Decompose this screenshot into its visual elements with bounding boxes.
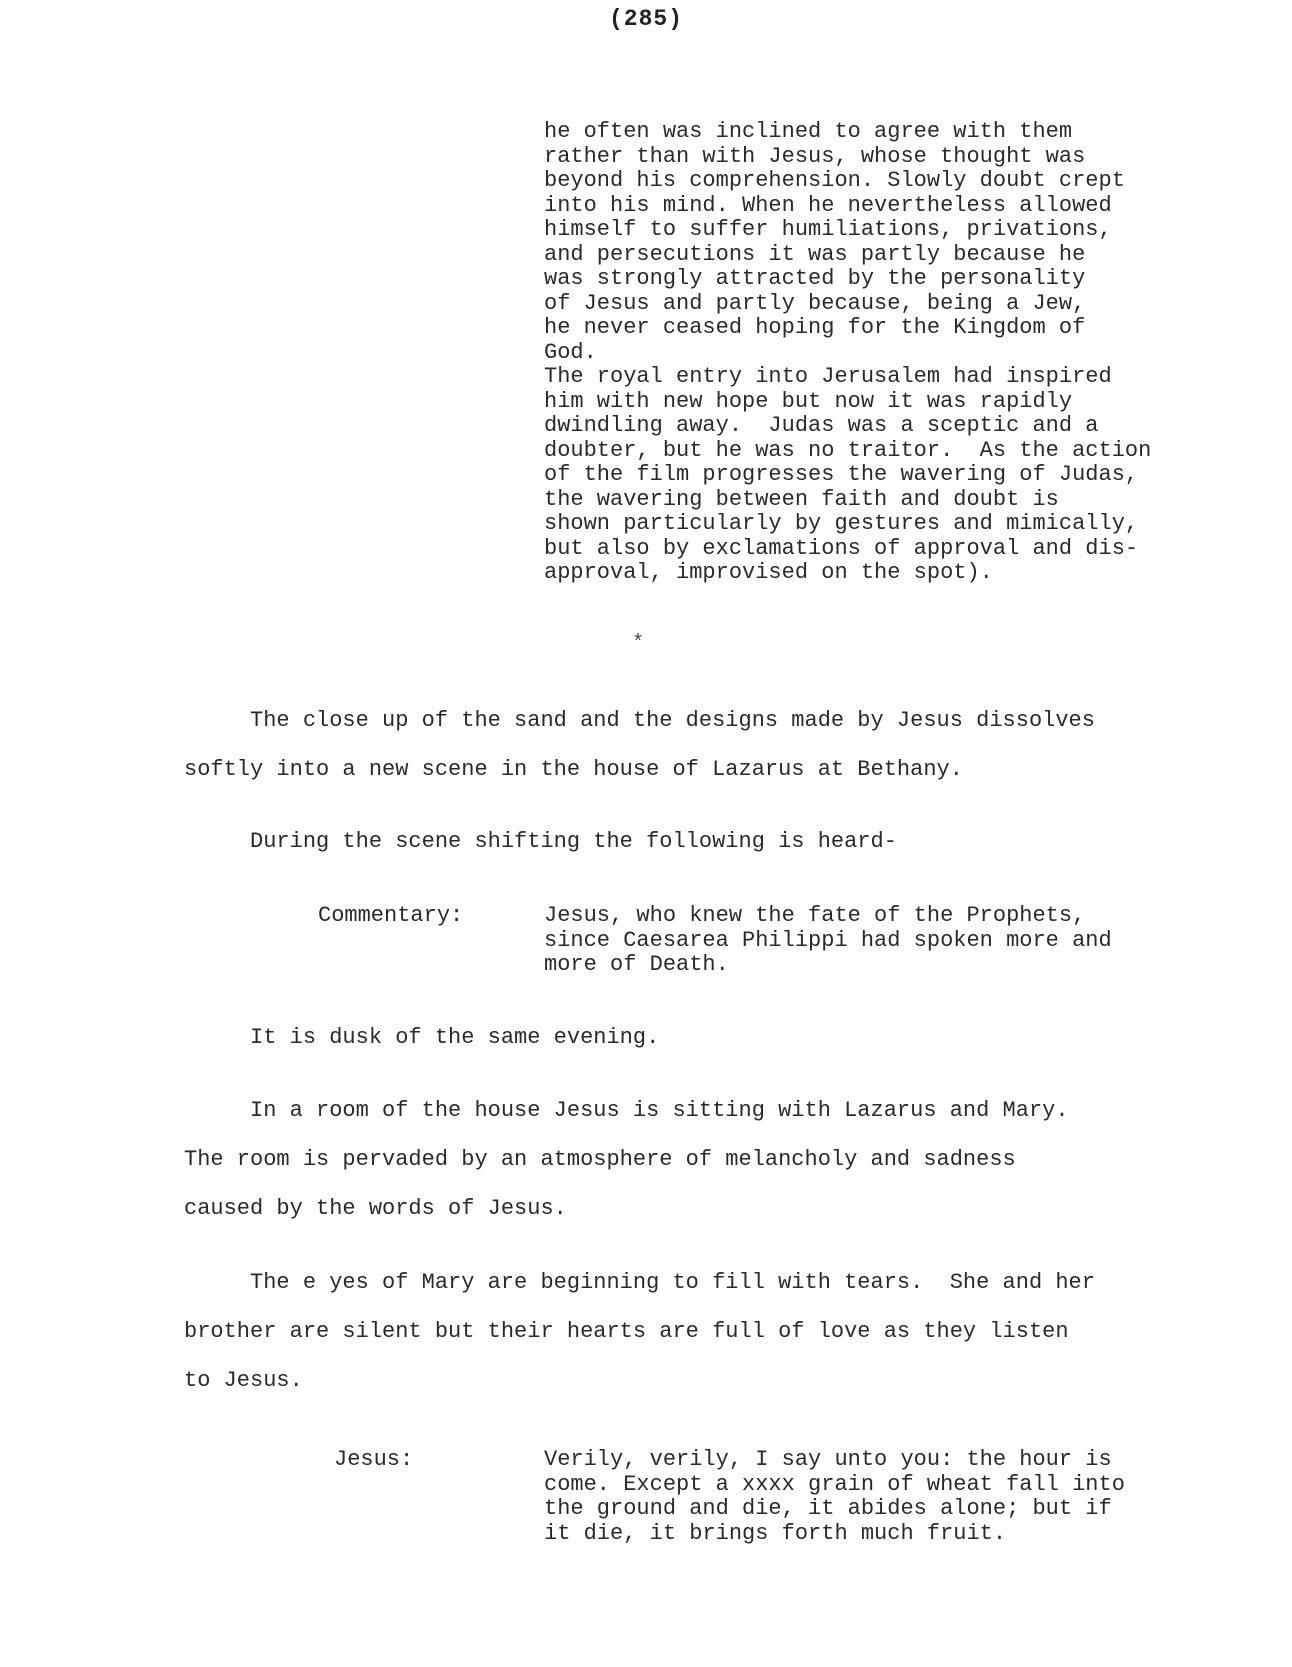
mary-paragraph: The e yes of Mary are beginning to fill with tears. She and her brother are silent but their hearts are full of love as they listen to Jesus. <box>184 1270 1095 1393</box>
scene-shift-paragraph: During the scene shifting the following is heard- <box>184 829 897 854</box>
commentary-speaker: Commentary: <box>318 903 464 928</box>
judas-paragraph: he often was inclined to agree with them rather than with Jesus, whose thought was beyond his comprehension. Slowly doubt crept into his mind. When he nevertheless allowed himself to suffer humiliations, privations, and persecutions it was partly because he was strongly attracted by the personality of Jesus and partly because, being a Jew, he never ceased hoping for the Kingdom of God. The royal entry into Jerusalem had inspired him with new hope but now it was rapidly dwindling away. Judas was a sceptic and a doubter, but he was no traitor. As the action of the film progresses the wavering of Judas, the wavering between faith and doubt is shown particularly by gestures and mimically, but also by exclamations of approval and dis- approval, improvised on the spot). <box>544 119 1152 585</box>
dusk-paragraph: It is dusk of the same evening. <box>184 1025 660 1050</box>
page-number: (285) <box>608 6 683 32</box>
commentary-text: Jesus, who knew the fate of the Prophets, since Caesarea Philippi had spoken more and more of Death. <box>544 903 1112 977</box>
section-separator: * <box>632 632 645 655</box>
jesus-speaker: Jesus: <box>334 1447 414 1472</box>
scene-transition-paragraph: The close up of the sand and the designs made by Jesus dissolves softly into a new scene in the house of Lazarus at Bethany. <box>184 708 1095 782</box>
jesus-dialogue-text: Verily, verily, I say unto you: the hour is come. Except a xxxx grain of wheat fall into the ground and die, it abides alone; but if it die, it brings forth much fruit. <box>544 1447 1125 1546</box>
room-paragraph: In a room of the house Jesus is sitting with Lazarus and Mary. The room is pervaded by an atmosphere of melancholy and sadness caused by the words of Jesus. <box>184 1098 1069 1221</box>
